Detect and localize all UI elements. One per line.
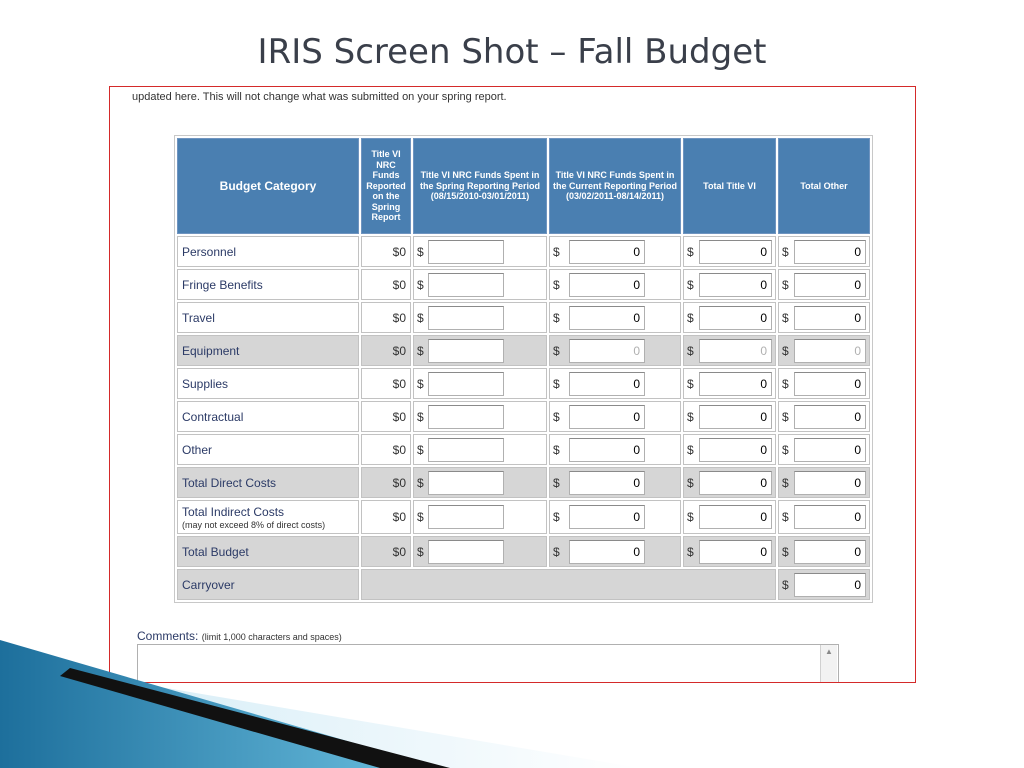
table-row <box>177 236 870 267</box>
dollar-sign: $ <box>782 577 789 592</box>
dollar-sign: $ <box>782 343 789 358</box>
table-row <box>177 467 870 498</box>
current-cell <box>549 500 681 534</box>
category-label: Total Budget <box>177 536 359 567</box>
spring-amount-input[interactable] <box>428 471 504 495</box>
reported-value: $0 <box>361 236 411 267</box>
header-total-title-vi: Total Title VI <box>683 138 776 234</box>
total-title-vi-input[interactable] <box>699 540 772 564</box>
comments-limit-note: (limit 1,000 characters and spaces) <box>201 632 342 642</box>
spring-cell <box>413 269 547 300</box>
total-title-vi-cell <box>683 467 776 498</box>
spring-cell <box>413 368 547 399</box>
comments-label-text: Comments: <box>137 629 199 643</box>
dollar-sign: $ <box>417 442 424 457</box>
total-other-input[interactable] <box>794 273 866 297</box>
spring-amount-input[interactable] <box>428 405 504 429</box>
spring-cell <box>413 434 547 465</box>
total-title-vi-cell <box>683 302 776 333</box>
carryover-blank <box>361 569 776 600</box>
spring-amount-input[interactable] <box>428 273 504 297</box>
category-label: Travel <box>177 302 359 333</box>
reported-value: $0 <box>361 434 411 465</box>
total-other-cell <box>778 434 870 465</box>
current-cell <box>549 236 681 267</box>
total-other-cell <box>778 302 870 333</box>
total-other-cell <box>778 401 870 432</box>
dollar-sign: $ <box>553 510 560 524</box>
dollar-sign: $ <box>553 544 560 559</box>
table-row <box>177 302 870 333</box>
dollar-sign: $ <box>553 244 560 259</box>
header-total-other: Total Other <box>778 138 870 234</box>
category-label: Personnel <box>177 236 359 267</box>
spring-amount-input[interactable] <box>428 339 504 363</box>
total-other-input[interactable] <box>794 306 866 330</box>
spring-cell <box>413 401 547 432</box>
total-title-vi-cell <box>683 236 776 267</box>
dollar-sign: $ <box>553 442 560 457</box>
current-amount-input[interactable] <box>569 505 645 529</box>
total-other-input[interactable] <box>794 339 866 363</box>
spring-cell <box>413 335 547 366</box>
carryover-row <box>177 569 870 600</box>
current-amount-input[interactable] <box>569 405 645 429</box>
dollar-sign: $ <box>782 510 789 524</box>
dollar-sign: $ <box>417 409 424 424</box>
spring-amount-input[interactable] <box>428 306 504 330</box>
category-label: Other <box>177 434 359 465</box>
dollar-sign: $ <box>417 475 424 490</box>
reported-value: $0 <box>361 368 411 399</box>
current-amount-input[interactable] <box>569 540 645 564</box>
dollar-sign: $ <box>417 310 424 325</box>
category-label: Equipment <box>177 335 359 366</box>
dollar-sign: $ <box>782 244 789 259</box>
total-title-vi-cell <box>683 536 776 567</box>
current-cell <box>549 335 681 366</box>
total-other-input[interactable] <box>794 372 866 396</box>
total-title-vi-cell <box>683 434 776 465</box>
total-title-vi-cell <box>683 401 776 432</box>
dollar-sign: $ <box>417 343 424 358</box>
screenshot-frame <box>109 86 916 683</box>
total-other-cell <box>778 536 870 567</box>
table-row <box>177 434 870 465</box>
current-cell <box>549 536 681 567</box>
total-other-cell <box>778 335 870 366</box>
total-title-vi-cell <box>683 335 776 366</box>
reported-value: $0 <box>361 500 411 534</box>
dollar-sign: $ <box>782 310 789 325</box>
header-spent-current: Title VI NRC Funds Spent in the Current Reporting Period (03/02/2011-08/14/2011) <box>549 138 681 234</box>
table-row <box>177 269 870 300</box>
current-amount-input[interactable] <box>569 372 645 396</box>
total-other-cell <box>778 368 870 399</box>
current-cell <box>549 302 681 333</box>
dollar-sign: $ <box>687 442 694 457</box>
spring-cell <box>413 467 547 498</box>
spring-amount-input[interactable] <box>428 240 504 264</box>
dollar-sign: $ <box>782 277 789 292</box>
total-title-vi-input[interactable] <box>699 240 772 264</box>
category-subnote: (may not exceed 8% of direct costs) <box>182 519 326 530</box>
category-label: Total Direct Costs <box>177 467 359 498</box>
total-other-cell <box>778 467 870 498</box>
total-other-input[interactable] <box>794 438 866 462</box>
total-other-cell <box>778 236 870 267</box>
total-other-input[interactable] <box>794 405 866 429</box>
dollar-sign: $ <box>687 244 694 259</box>
dollar-sign: $ <box>687 510 694 524</box>
dollar-sign: $ <box>782 409 789 424</box>
total-title-vi-input[interactable] <box>699 273 772 297</box>
total-title-vi-input[interactable] <box>699 306 772 330</box>
slide-decoration <box>0 640 1024 768</box>
carryover-input[interactable] <box>794 573 866 597</box>
category-label: Supplies <box>177 368 359 399</box>
current-amount-input[interactable] <box>569 438 645 462</box>
dollar-sign: $ <box>687 310 694 325</box>
total-title-vi-input[interactable] <box>699 339 772 363</box>
dollar-sign: $ <box>687 544 694 559</box>
intro-text: updated here. This will not change what was submitted on your spring report. <box>132 91 507 103</box>
current-amount-input[interactable] <box>569 471 645 495</box>
spring-cell <box>413 302 547 333</box>
spring-cell <box>413 536 547 567</box>
spring-amount-input[interactable] <box>428 438 504 462</box>
category-label: Contractual <box>177 401 359 432</box>
dollar-sign: $ <box>553 310 560 325</box>
dollar-sign: $ <box>687 343 694 358</box>
dollar-sign: $ <box>553 376 560 391</box>
spring-amount-input[interactable] <box>428 540 504 564</box>
spring-cell <box>413 500 547 534</box>
header-budget-category: Budget Category <box>177 138 359 234</box>
slide-title: IRIS Screen Shot – Fall Budget <box>257 32 767 72</box>
total-title-vi-input[interactable] <box>699 372 772 396</box>
spring-amount-input[interactable] <box>428 505 504 529</box>
dollar-sign: $ <box>687 277 694 292</box>
reported-value: $0 <box>361 335 411 366</box>
spring-cell <box>413 236 547 267</box>
dollar-sign: $ <box>553 475 560 490</box>
dollar-sign: $ <box>687 409 694 424</box>
dollar-sign: $ <box>782 544 789 559</box>
category-label: Fringe Benefits <box>177 269 359 300</box>
category-label: Carryover <box>177 569 359 600</box>
current-cell <box>549 269 681 300</box>
reported-value: $0 <box>361 401 411 432</box>
current-amount-input[interactable] <box>569 240 645 264</box>
total-title-vi-cell <box>683 269 776 300</box>
dollar-sign: $ <box>417 277 424 292</box>
current-amount-input[interactable] <box>569 273 645 297</box>
reported-value: $0 <box>361 302 411 333</box>
dollar-sign: $ <box>553 409 560 424</box>
table-row <box>177 368 870 399</box>
table-row <box>177 500 870 534</box>
dollar-sign: $ <box>782 376 789 391</box>
total-other-input[interactable] <box>794 540 866 564</box>
total-other-input[interactable] <box>794 505 866 529</box>
dollar-sign: $ <box>417 544 424 559</box>
dollar-sign: $ <box>782 475 789 490</box>
total-title-vi-input[interactable] <box>699 438 772 462</box>
carryover-cell <box>778 569 870 600</box>
dollar-sign: $ <box>553 277 560 292</box>
current-amount-input[interactable] <box>569 306 645 330</box>
table-row <box>177 401 870 432</box>
total-other-input[interactable] <box>794 240 866 264</box>
dollar-sign: $ <box>417 376 424 391</box>
reported-value: $0 <box>361 269 411 300</box>
table-header-row <box>177 138 870 234</box>
reported-value: $0 <box>361 467 411 498</box>
total-other-cell <box>778 500 870 534</box>
total-other-input[interactable] <box>794 471 866 495</box>
current-cell <box>549 401 681 432</box>
current-cell <box>549 467 681 498</box>
category-label: Total Indirect Costs <box>182 504 285 519</box>
current-cell <box>549 368 681 399</box>
reported-value: $0 <box>361 536 411 567</box>
total-title-vi-cell <box>683 500 776 534</box>
dollar-sign: $ <box>687 475 694 490</box>
category-label-cell <box>177 500 359 534</box>
header-reported-spring: Title VI NRC Funds Reported on the Spring Report <box>361 138 411 234</box>
dollar-sign: $ <box>782 442 789 457</box>
total-title-vi-input[interactable] <box>699 405 772 429</box>
total-title-vi-input[interactable] <box>699 471 772 495</box>
total-other-cell <box>778 269 870 300</box>
table-row <box>177 335 870 366</box>
dollar-sign: $ <box>417 510 424 524</box>
current-cell <box>549 434 681 465</box>
total-title-vi-input[interactable] <box>699 505 772 529</box>
dollar-sign: $ <box>553 343 560 358</box>
dollar-sign: $ <box>417 244 424 259</box>
dollar-sign: $ <box>687 376 694 391</box>
header-spent-spring: Title VI NRC Funds Spent in the Spring Reporting Period (08/15/2010-03/01/2011) <box>413 138 547 234</box>
scroll-up-arrow-icon[interactable]: ▲ <box>825 647 833 656</box>
total-title-vi-cell <box>683 368 776 399</box>
current-amount-input[interactable] <box>569 339 645 363</box>
spring-amount-input[interactable] <box>428 372 504 396</box>
table-row <box>177 536 870 567</box>
budget-table <box>174 135 873 603</box>
